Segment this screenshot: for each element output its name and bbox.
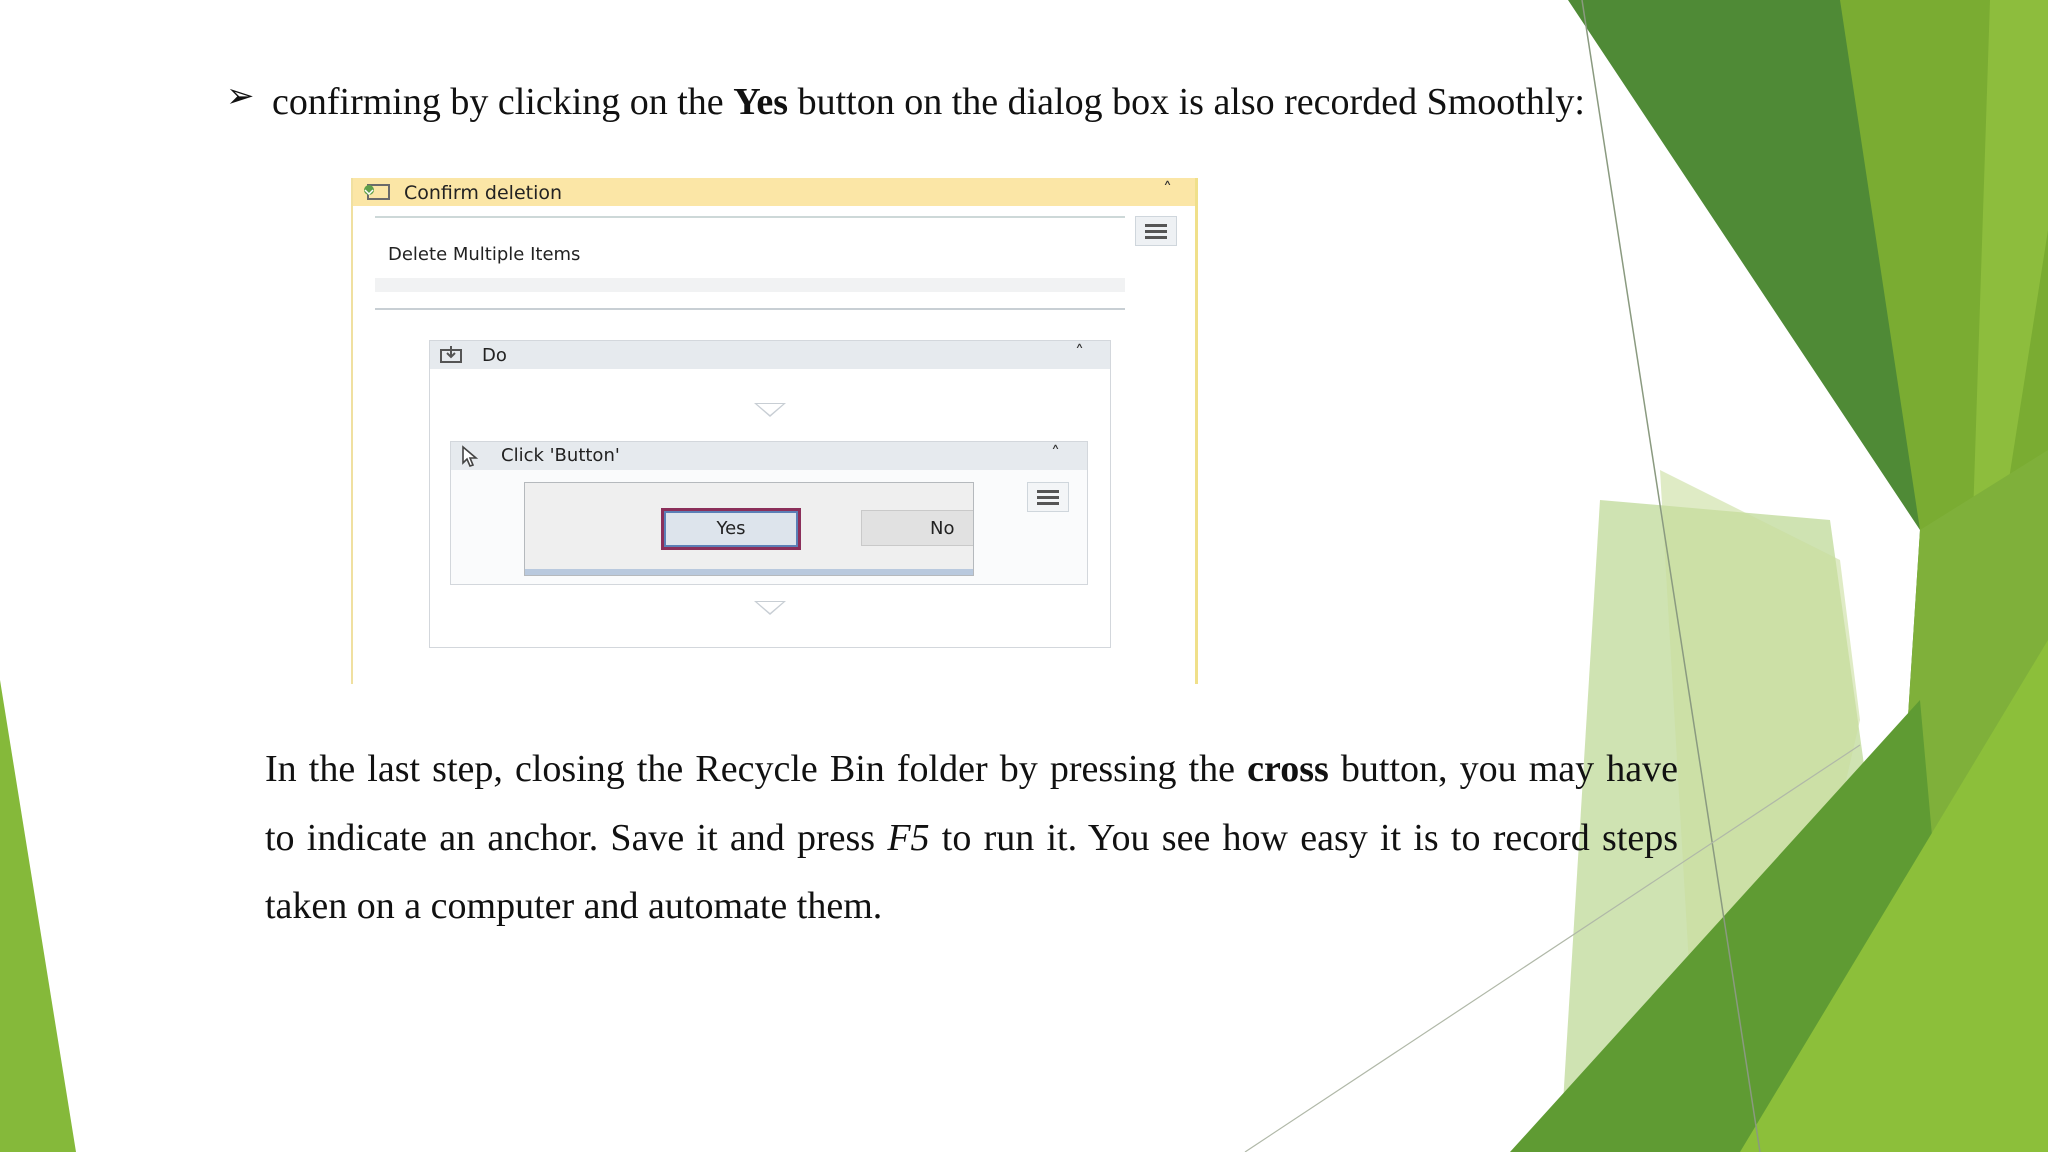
cursor-icon	[459, 445, 483, 467]
bullet-text-after: button on the dialog box is also recorded Smoothly:	[788, 81, 1585, 123]
paragraph-line-2	[265, 804, 1678, 873]
confirm-deletion-header[interactable]	[353, 178, 1195, 206]
paragraph-text: to run it. You see how easy it is to record steps	[929, 816, 1678, 859]
divider	[375, 216, 1125, 218]
do-header[interactable]	[430, 341, 1110, 369]
collapse-icon[interactable]: ˄	[1075, 342, 1084, 363]
bullet-text	[272, 80, 1585, 124]
click-header[interactable]	[451, 442, 1087, 470]
bullet-arrow-icon: ➢	[226, 78, 255, 115]
do-label: Do	[482, 345, 507, 366]
collapse-icon[interactable]: ˄	[1051, 443, 1060, 464]
divider	[375, 308, 1125, 310]
click-label: Click 'Button'	[501, 445, 620, 466]
paragraph-text: button, you may have	[1328, 748, 1678, 790]
drop-arrow-icon	[754, 601, 786, 615]
click-button-activity	[450, 441, 1088, 585]
paragraph-text: to indicate an anchor. Save it and press	[265, 816, 888, 859]
sequence-bar	[375, 278, 1125, 292]
menu-button[interactable]	[1135, 216, 1177, 246]
paragraph-bold: cross	[1247, 748, 1329, 790]
body-paragraph	[265, 735, 1678, 941]
embedded-screenshot	[351, 178, 1198, 684]
do-container	[429, 340, 1111, 648]
paragraph-line-1	[265, 735, 1678, 804]
sequence-label: Delete Multiple Items	[388, 244, 581, 265]
bullet-text-before: confirming by clicking on the	[272, 81, 734, 123]
yes-button[interactable]: Yes	[661, 508, 801, 550]
menu-button[interactable]	[1027, 482, 1069, 512]
dialog-preview	[524, 482, 974, 576]
activity-icon	[361, 183, 391, 201]
bullet-text-bold: Yes	[733, 81, 789, 123]
confirm-deletion-title: Confirm deletion	[404, 182, 563, 204]
paragraph-line-3: taken on a computer and automate them.	[265, 885, 883, 927]
do-icon	[438, 345, 464, 365]
drop-arrow-icon	[754, 403, 786, 417]
paragraph-text: In the last step, closing the Recycle Bin folder by pressing the	[265, 748, 1248, 790]
preview-edge	[525, 569, 973, 575]
no-button[interactable]: No	[861, 510, 974, 546]
collapse-icon[interactable]: ˄	[1163, 179, 1172, 200]
paragraph-italic: F5	[887, 816, 930, 859]
